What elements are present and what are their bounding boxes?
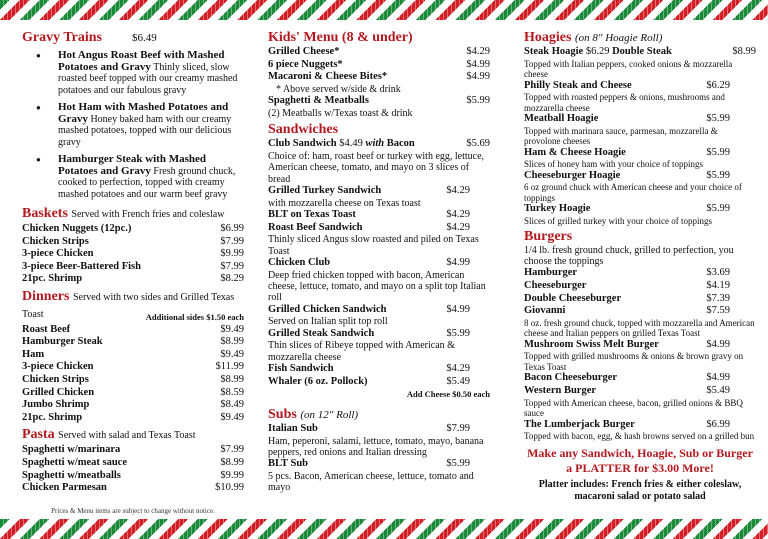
- item-name: Western Burger: [524, 384, 597, 396]
- menu-row: [268, 376, 470, 389]
- item-name: 21pc. Shrimp: [22, 273, 83, 285]
- item-name: Grilled Chicken: [22, 386, 95, 398]
- menu-row: [22, 248, 244, 261]
- menu-row: [22, 457, 244, 470]
- item-desc: 5 pcs. Bacon, American cheese, lettuce, tomato and mayo: [268, 471, 474, 494]
- item-name: Spaghetti w/marinara: [22, 444, 121, 456]
- item-price: $6.99: [220, 223, 244, 234]
- menu-row: [22, 261, 244, 274]
- pasta-subtitle: Served with salad and Texas Toast: [58, 430, 196, 442]
- menu-row: [524, 419, 730, 432]
- item-name: Grilled Chicken Sandwich: [268, 303, 387, 315]
- item-name: Mushroom Swiss Melt Burger: [524, 338, 659, 350]
- column-middle: [268, 30, 490, 494]
- item-name: 21pc. Shrimp: [22, 411, 83, 423]
- item-price: $8.59: [220, 386, 244, 398]
- platter-promo: [524, 446, 756, 476]
- menu-row: [524, 113, 730, 126]
- item-name: The Lumberjack Burger: [524, 418, 635, 430]
- list-item: [22, 50, 244, 96]
- item-price: $7.99: [220, 260, 244, 272]
- gravy-trains-header: [22, 30, 244, 46]
- menu-row: [524, 372, 730, 385]
- menu-row: [268, 328, 470, 341]
- baskets-subtitle: Served with French fries and coleslaw: [71, 209, 225, 220]
- item-price: $5.99: [706, 203, 730, 215]
- item-desc: 8 oz. fresh ground chuck, topped with mozzarella and American cheese and Italian peppers on grilled Texas Toast: [524, 317, 755, 339]
- item-desc: Deep fried chicken topped with bacon, American cheese, lettuce, tomato, and mayo on a split top Italian roll: [268, 269, 486, 304]
- item-price: $8.99: [732, 46, 756, 57]
- item-name: Roast Beef: [22, 323, 71, 335]
- item-desc: Fresh ground chuck, cooked to perfection, topped with creamy mashed potatoes and our warm beef gravy: [58, 165, 236, 200]
- kids-note: * Above served w/side & drink: [276, 83, 401, 95]
- item-price: $4.19: [706, 279, 730, 291]
- item-price: $5.49: [446, 375, 470, 387]
- menu-row: [22, 349, 244, 362]
- item-price: $9.49: [220, 348, 244, 360]
- item-name: 3-piece Beer-Battered Fish: [22, 260, 141, 272]
- item-name: Hot Ham with Mashed Potatoes and Gravy: [58, 101, 229, 125]
- item-price: $6.29: [706, 79, 730, 91]
- item-name: Chicken Strips: [22, 235, 89, 247]
- price-disclaimer: Prices & Menu items are subject to change without notice.: [51, 506, 215, 515]
- item-price: $4.99: [466, 71, 490, 83]
- hoagies-header: [524, 30, 756, 46]
- item-price: $8.29: [220, 273, 244, 285]
- item-name: Roast Beef Sandwich: [268, 221, 363, 233]
- hoagies-title: Hoagies: [524, 30, 572, 45]
- bacon-label: Bacon: [386, 138, 415, 150]
- item-name: Jumbo Shrimp: [22, 399, 90, 411]
- item-name: 6 piece Nuggets*: [268, 58, 343, 70]
- gravy-trains-list: [22, 50, 244, 200]
- item-desc: Ham, peperoni, salami, lettuce, tomato, mayo, banana peppers, red onions and Italian dressing: [268, 435, 484, 458]
- menu-row: [268, 458, 470, 471]
- item-price: $4.29: [466, 46, 490, 57]
- menu-row: [268, 209, 470, 222]
- item-desc: Topped with American cheese, bacon, grilled onions & BBQ sauce: [524, 397, 743, 419]
- menu-row: [22, 412, 244, 425]
- menu-row: [524, 267, 730, 280]
- menu-row: [22, 399, 244, 412]
- baskets-header: [22, 206, 244, 223]
- kids-menu-title: Kids' Menu (8 & under): [268, 30, 413, 45]
- item-price: $8.99: [220, 373, 244, 385]
- item-price: $5.99: [446, 327, 470, 339]
- item-name: Bacon Cheeseburger: [524, 372, 618, 384]
- item-price: $6.29: [585, 46, 610, 57]
- item-desc: Slices of grilled turkey with your choice of toppings: [524, 216, 712, 227]
- burgers-title: Burgers: [524, 228, 573, 244]
- item-desc: Served on Italian split top roll: [268, 316, 388, 328]
- menu-row: [524, 46, 756, 59]
- gravy-trains-title: Gravy Trains: [22, 30, 102, 45]
- item-desc: Choice of: ham, roast beef or turkey with egg, lettuce, American cheese, tomato, and mayo on 3 slices of bread: [268, 150, 485, 185]
- item-price: $7.39: [706, 292, 730, 304]
- item-name: Ham: [22, 348, 45, 360]
- item-name: Chicken Nuggets (12pc.): [22, 223, 132, 234]
- menu-row: [524, 305, 730, 318]
- column-left: [22, 30, 244, 517]
- menu-row: [268, 59, 490, 72]
- dinners-subtitle: Served with two sides and Grilled Texas Toast: [22, 291, 235, 320]
- menu-row: [268, 423, 470, 436]
- item-price: $4.99: [446, 303, 470, 315]
- promo-line-2: a PLATTER for $3.00 More!: [566, 460, 714, 475]
- dinners-title: Dinners: [22, 288, 70, 304]
- item-name: Grilled Steak Sandwich: [268, 327, 375, 339]
- item-name: Chicken Strips: [22, 373, 89, 385]
- item-name: Hamburger: [524, 267, 578, 279]
- item-price: $4.29: [446, 221, 470, 233]
- item-price: $5.99: [446, 458, 470, 470]
- item-name: Hamburger Steak with Mashed Potatoes and Gravy: [58, 153, 206, 177]
- column-right: [524, 30, 756, 504]
- subs-title: Subs: [268, 407, 297, 422]
- item-name: 3-piece Chicken: [22, 248, 94, 260]
- item-desc: 6 oz ground chuck with American cheese and your choice of toppings: [524, 182, 742, 203]
- item-name: Steak Hoagie: [524, 46, 584, 57]
- item-price: $5.99: [706, 169, 730, 181]
- item-name: Grilled Turkey Sandwich: [268, 185, 382, 196]
- item-desc: Topped with roasted peppers & onions, mushrooms and mozzarella cheese: [524, 92, 725, 113]
- item-price: $4.99: [446, 257, 470, 268]
- promo-line-1: Make any Sandwich, Hoagie, Sub or Burger: [527, 445, 753, 460]
- item-price: $8.99: [220, 336, 244, 348]
- item-name: BLT on Texas Toast: [268, 209, 356, 220]
- item-price: $11.99: [215, 361, 244, 373]
- item-name: Club Sandwich: [268, 138, 337, 150]
- item-price: $9.49: [220, 411, 244, 423]
- item-price: $9.99: [220, 248, 244, 260]
- burgers-intro: 1/4 lb. fresh ground chuck, grilled to perfection, you choose the toppings: [524, 244, 734, 267]
- item-price: $4.29: [446, 209, 470, 220]
- dinners-sides-note: Additional sides $1.50 each: [145, 311, 244, 322]
- item-price: $4.29: [446, 363, 470, 375]
- item-price: $10.99: [215, 482, 244, 494]
- item-desc: (2) Meatballs w/Texas toast & drink: [268, 107, 413, 119]
- item-price: $5.69: [466, 138, 490, 150]
- item-price: $8.99: [220, 456, 244, 468]
- menu-row: [524, 80, 730, 93]
- baskets-title: Baskets: [22, 206, 68, 221]
- menu-row: [524, 293, 730, 306]
- list-item: [22, 154, 244, 200]
- menu-row: [22, 324, 244, 337]
- menu-row: [524, 203, 730, 216]
- item-price: $4.49: [339, 138, 363, 150]
- item-name: Hot Angus Roast Beef with Mashed Potatoes and Gravy: [58, 49, 225, 73]
- item-name: Spaghetti w/meatballs: [22, 469, 121, 481]
- item-price: $7.99: [220, 444, 244, 456]
- menu-row: [268, 363, 470, 376]
- menu-row: [22, 336, 244, 349]
- menu-row: [268, 304, 470, 317]
- with-label: with: [365, 138, 385, 150]
- subs-header: [268, 407, 490, 423]
- menu-row: [268, 138, 490, 151]
- platter-includes: [524, 479, 756, 504]
- item-name: Macaroni & Cheese Bites*: [268, 71, 388, 83]
- platter-line-1: Platter includes: French fries & either coleslaw,: [538, 478, 742, 490]
- pasta-header: [22, 427, 244, 444]
- item-price: $3.69: [706, 267, 730, 279]
- item-desc: Topped with Italian peppers, cooked onions & mozzarella cheese: [524, 58, 733, 80]
- item-name: Meatball Hoagie: [524, 113, 599, 125]
- menu-row: [22, 361, 244, 374]
- item-name: 3-piece Chicken: [22, 361, 94, 373]
- menu-row: [268, 46, 490, 59]
- item-name: Chicken Parmesan: [22, 482, 107, 494]
- item-name: Philly Steak and Cheese: [524, 79, 632, 91]
- item-desc: Thin slices of Ribeye topped with American & mozzarella cheese: [268, 340, 455, 363]
- subs-subtitle: (on 12" Roll): [300, 409, 359, 421]
- item-desc: with mozzarella cheese on Texas toast: [268, 197, 421, 209]
- item-price: $6.99: [706, 418, 730, 430]
- menu-row: [268, 95, 490, 108]
- menu-row: [524, 170, 730, 183]
- item-desc: Honey baked ham with our creamy mashed potatoes, topped with our delicious gravy: [58, 113, 232, 148]
- item-name: Double Cheeseburger: [524, 292, 622, 304]
- menu-row: [268, 185, 470, 198]
- gravy-trains-price: $6.49: [132, 32, 157, 44]
- item-price: $4.99: [706, 338, 730, 350]
- item-name: Ham & Cheese Hoagie: [524, 146, 626, 158]
- menu-row: [22, 387, 244, 400]
- menu-row: [268, 257, 470, 270]
- menu-row: [524, 280, 730, 293]
- item-name: Fish Sandwich: [268, 363, 334, 375]
- item-name: Chicken Club: [268, 257, 331, 268]
- item-desc: Thinly sliced, slow roasted beef topped with our creamy mashed potatoes and our fabulous gravy: [58, 61, 238, 96]
- item-name: Whaler (6 oz. Pollock): [268, 375, 368, 387]
- item-price: $5.99: [706, 146, 730, 158]
- menu-row: [22, 273, 244, 286]
- add-cheese-note: Add Cheese $0.50 each: [406, 389, 490, 400]
- item-price: $9.99: [220, 469, 244, 481]
- item-price: $5.99: [706, 113, 730, 125]
- menu-row: [268, 71, 490, 84]
- menu-row: [524, 147, 730, 160]
- item-name: Cheeseburger: [524, 279, 587, 291]
- item-name: Cheeseburger Hoagie: [524, 169, 621, 181]
- item-name: Grilled Cheese*: [268, 46, 340, 57]
- item-price: $7.99: [446, 423, 470, 434]
- item-name: Hamburger Steak: [22, 336, 103, 348]
- item-name: Giovanni: [524, 305, 566, 317]
- item-desc: Topped with grilled mushrooms & onions & brown gravy on Texas Toast: [524, 351, 744, 372]
- item-price: $5.49: [706, 384, 730, 396]
- item-price: $4.99: [466, 58, 490, 70]
- item-price: $5.99: [466, 95, 490, 107]
- item-price: $4.29: [446, 185, 470, 196]
- item-name: Italian Sub: [268, 423, 318, 434]
- item-desc: Thinly sliced Angus slow roasted and piled on Texas Toast: [268, 234, 479, 257]
- item-price: $4.99: [706, 372, 730, 384]
- item-desc: Topped with bacon, egg, & hash browns served on a grilled bun: [524, 431, 755, 442]
- item-name: Turkey Hoagie: [524, 203, 591, 215]
- item-name: BLT Sub: [268, 458, 309, 470]
- item-price: $7.59: [706, 305, 730, 317]
- item-name: Double Steak: [612, 46, 672, 57]
- menu-row: [22, 374, 244, 387]
- item-desc: Slices of honey ham with your choice of toppings: [524, 159, 703, 170]
- hoagies-subtitle: (on 8" Hoagie Roll): [574, 32, 663, 44]
- list-item: [22, 102, 244, 148]
- item-name: Spaghetti & Meatballs: [268, 95, 369, 107]
- menu-row: [22, 223, 244, 236]
- menu-row: [22, 236, 244, 249]
- item-price: $7.99: [220, 235, 244, 247]
- sandwiches-title: Sandwiches: [268, 122, 339, 138]
- menu-row: [22, 482, 244, 495]
- menu-row: [524, 385, 730, 398]
- item-desc: Topped with marinara sauce, parmesan, mozzarella & provolone cheeses: [524, 125, 718, 147]
- menu-row: [268, 222, 470, 235]
- item-name: Spaghetti w/meat sauce: [22, 456, 127, 468]
- platter-line-2: macaroni salad or potato salad: [574, 491, 706, 503]
- menu-row: [22, 444, 244, 457]
- top-decorative-stripe: [0, 0, 768, 20]
- pasta-title: Pasta: [22, 427, 55, 443]
- menu-row: [524, 339, 730, 352]
- menu-row: [22, 470, 244, 483]
- item-price: $8.49: [220, 399, 244, 411]
- bottom-decorative-stripe: [0, 519, 768, 539]
- item-price: $9.49: [220, 323, 244, 335]
